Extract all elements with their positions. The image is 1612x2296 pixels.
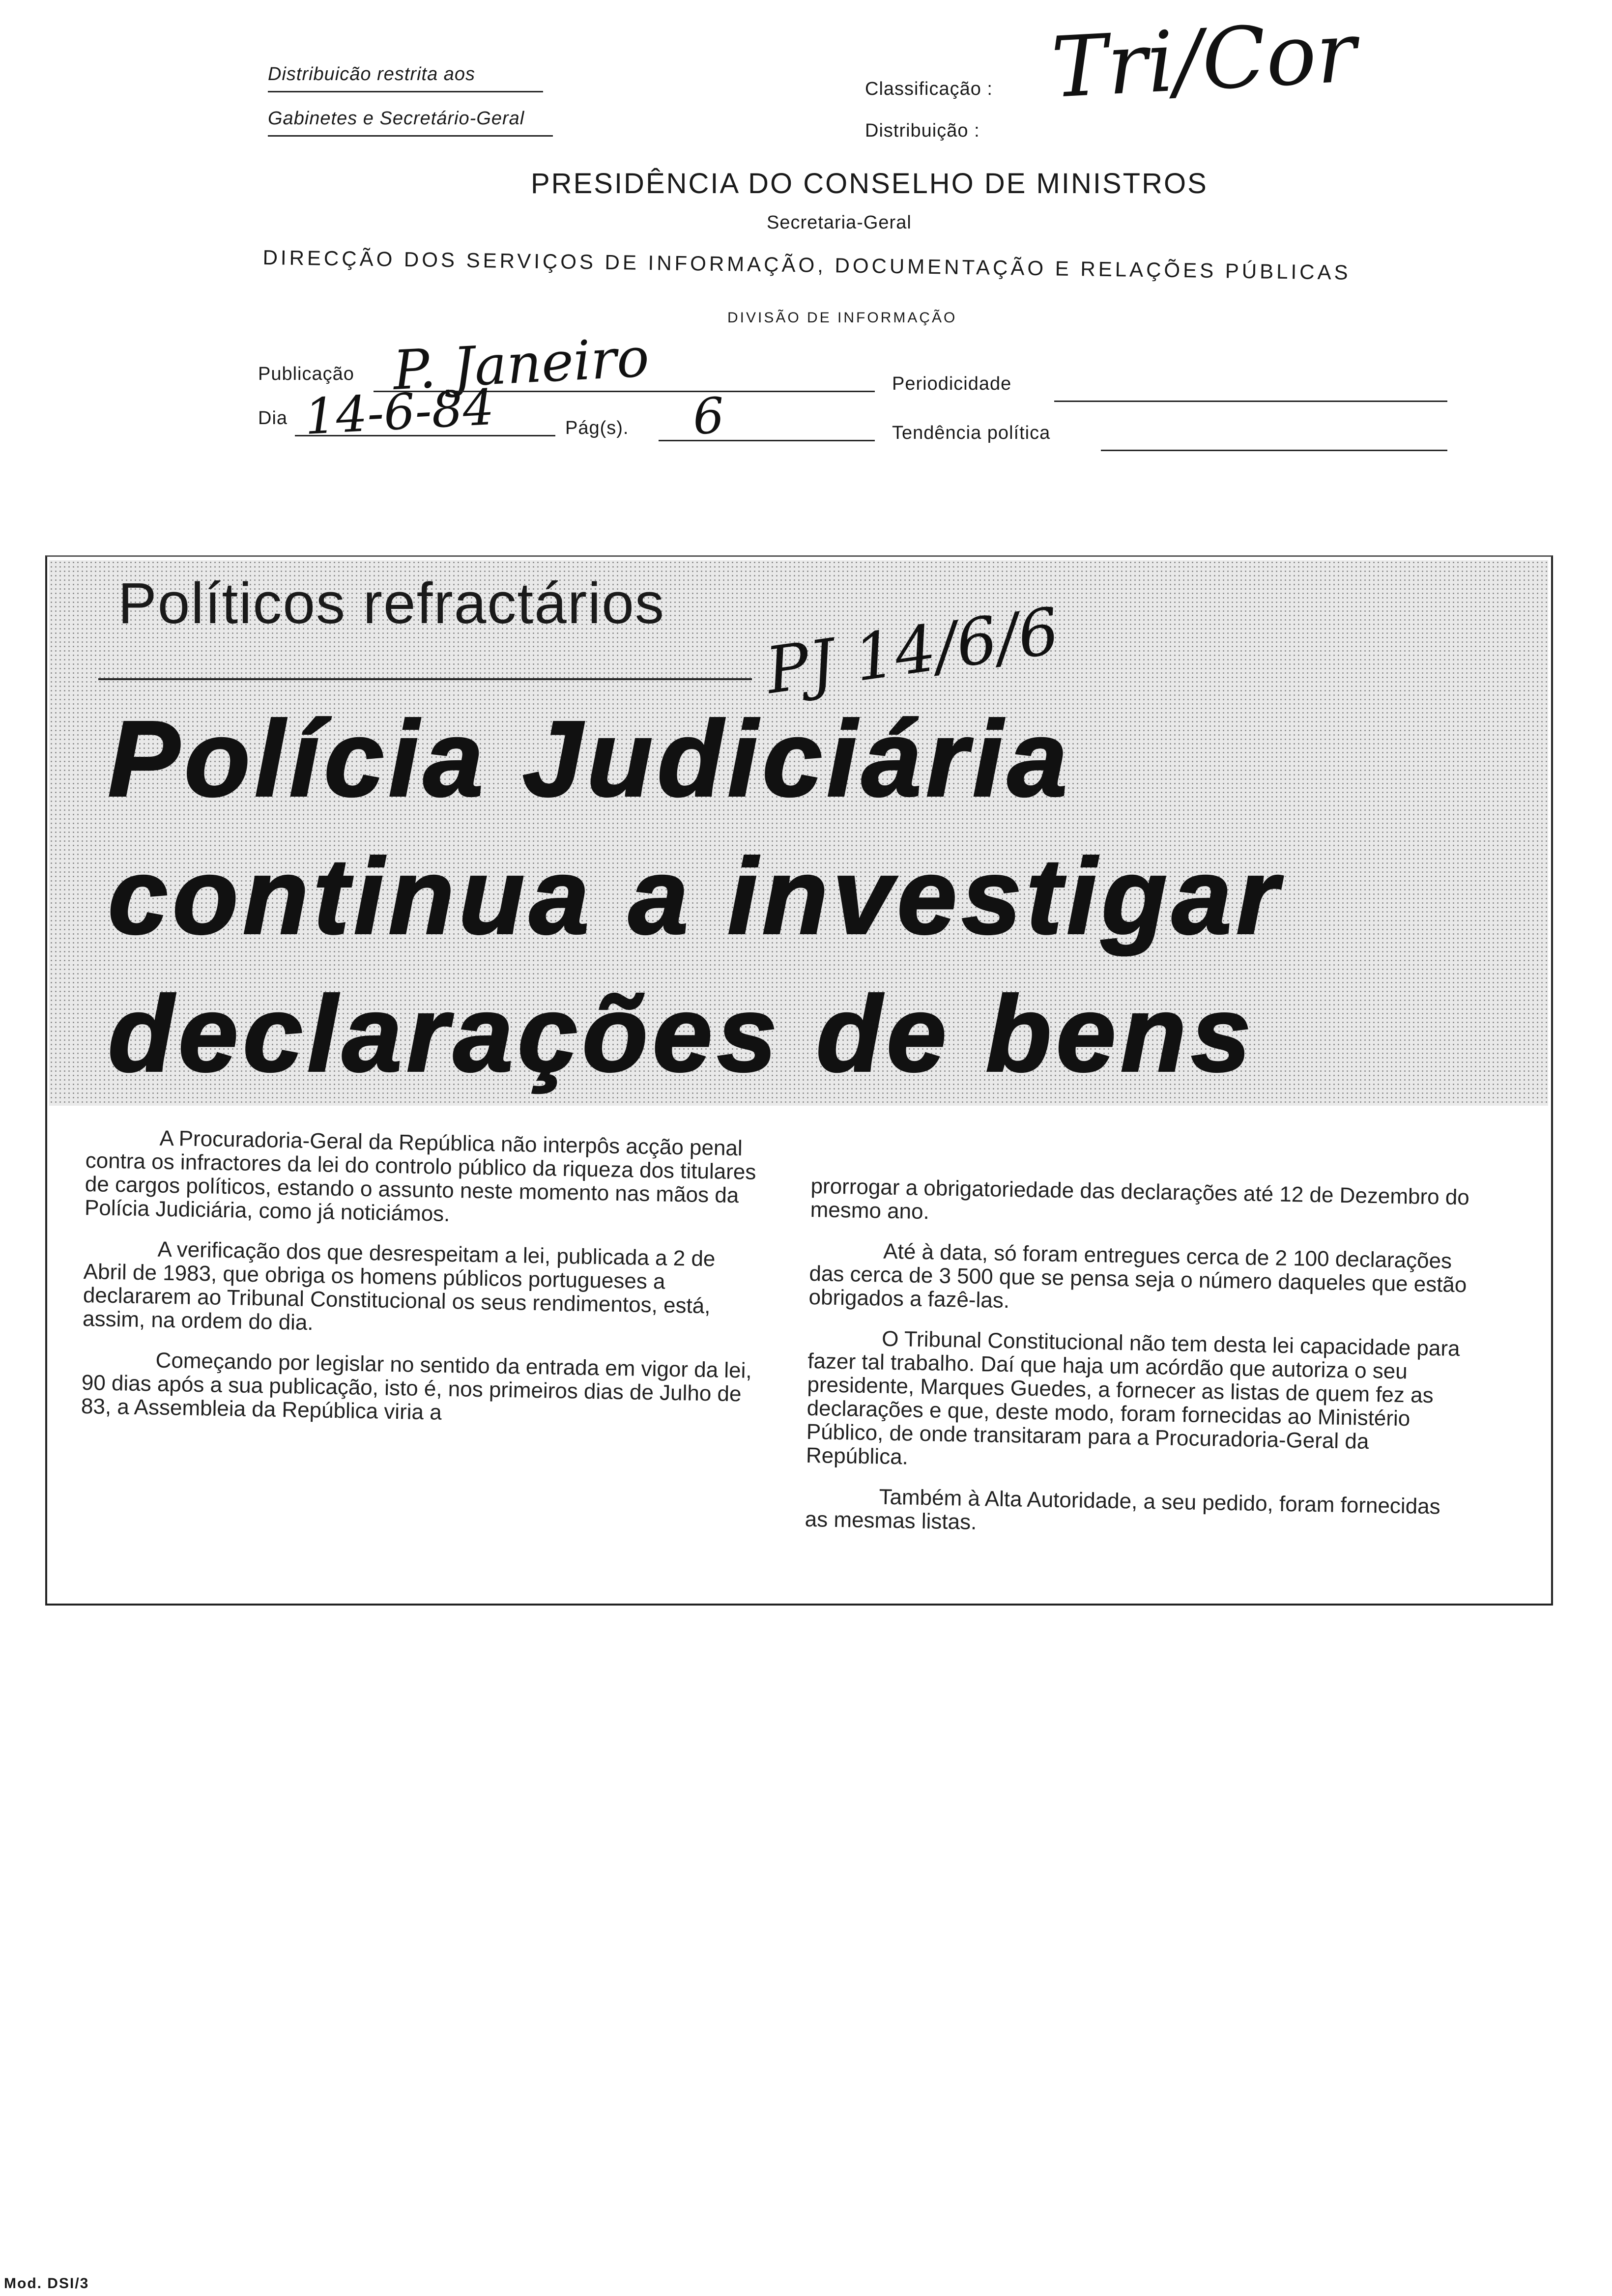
distribution-underline-1: [268, 91, 543, 92]
col2-paragraph-3: O Tribunal Constitucional não tem desta lei capacidade para fazer tal trabalho. Daí que haja um acórdão que autoriza o seu presidente, Marques Guedes, a fornecer as listas de quem fez as declarações e que, deste modo, foram fornecidas ao Ministério Público, de onde transitaram para a Procuradoria-Geral da República.: [806, 1326, 1460, 1469]
publication-label: Publicação: [258, 364, 354, 384]
distribution-underline-2: [268, 135, 553, 137]
kicker-underline: [98, 678, 752, 680]
publication-value: P. Janeiro: [391, 325, 651, 402]
headline-line-1: Polícia Judiciária: [108, 699, 1072, 819]
article-column-2: [805, 1175, 1474, 1543]
col2-paragraph-1: prorrogar a obrigatoriedade das declarações até 12 de Dezembro do mesmo ano.: [810, 1174, 1470, 1224]
day-value: 14-6-84: [303, 378, 496, 446]
clipping-kicker: Políticos refractários: [118, 571, 665, 636]
form-code: Mod. DSI/3: [4, 2275, 89, 2292]
col1-paragraph-1: A Procuradoria-Geral da República não interpôs acção penal contra os infractores da lei do controlo público da riqueza dos titulares de cargos políticos, estando o assunto neste momento nas mãos da Polícia Judiciária, como já noticiámos.: [84, 1126, 756, 1226]
office-title: PRESIDÊNCIA DO CONSELHO DE MINISTROS: [531, 168, 1208, 200]
office-subtitle: Secretaria-Geral: [767, 212, 912, 233]
periodicity-underline: [1054, 401, 1447, 402]
tendency-underline: [1101, 450, 1447, 451]
distribution-line-1: Distribuicão restrita aos: [268, 64, 476, 85]
article-column-1: [81, 1125, 759, 1430]
periodicity-label: Periodicidade: [892, 373, 1012, 394]
col1-paragraph-2: A verificação dos que desrespeitam a lei, publicada a 2 de Abril de 1983, que obriga os homens públicos portugueses a declararem ao Tribunal Constitucional os seus rendimentos, está, assim, na ordem do dia.: [82, 1237, 716, 1335]
distribution-line-2: Gabinetes e Secretário-Geral: [268, 108, 525, 129]
headline-line-2: continua a investigar: [108, 837, 1283, 956]
distribution-label: Distribuição :: [865, 120, 980, 141]
classification-label: Classificação :: [865, 79, 993, 99]
col2-paragraph-4: Também à Alta Autoridade, a seu pedido, foram fornecidas as mesmas listas.: [805, 1485, 1441, 1534]
col2-paragraph-2: Até à data, só foram entregues cerca de 2 100 declarações das cerca de 3 500 que se pensa seja o número daqueles que estão obrigados a fazê-las.: [808, 1239, 1467, 1313]
headline-line-3: declarações de bens: [108, 975, 1256, 1094]
day-label: Dia: [258, 408, 288, 429]
tendency-label: Tendência política: [892, 423, 1051, 443]
pages-value: 6: [691, 386, 726, 446]
pages-label: Pág(s).: [565, 418, 629, 438]
directorate-title: DIRECÇÃO DOS SERVIÇOS DE INFORMAÇÃO, DOCUMENTAÇÃO E RELAÇÕES PÚBLICAS: [262, 246, 1351, 284]
clipping-handwritten-note: PJ 14/6/6: [761, 593, 1064, 709]
col1-paragraph-3: Começando por legislar no sentido da entrada em vigor da lei, 90 dias após a sua publicação, isto é, nos primeiros dias de Julho de 83, a Assembleia da República viria a: [81, 1348, 752, 1425]
division-title: DIVISÃO DE INFORMAÇÃO: [727, 310, 957, 326]
pages-underline: [659, 440, 875, 441]
day-underline: [295, 435, 555, 436]
classification-handwritten: Tri/Cor: [1049, 3, 1359, 117]
